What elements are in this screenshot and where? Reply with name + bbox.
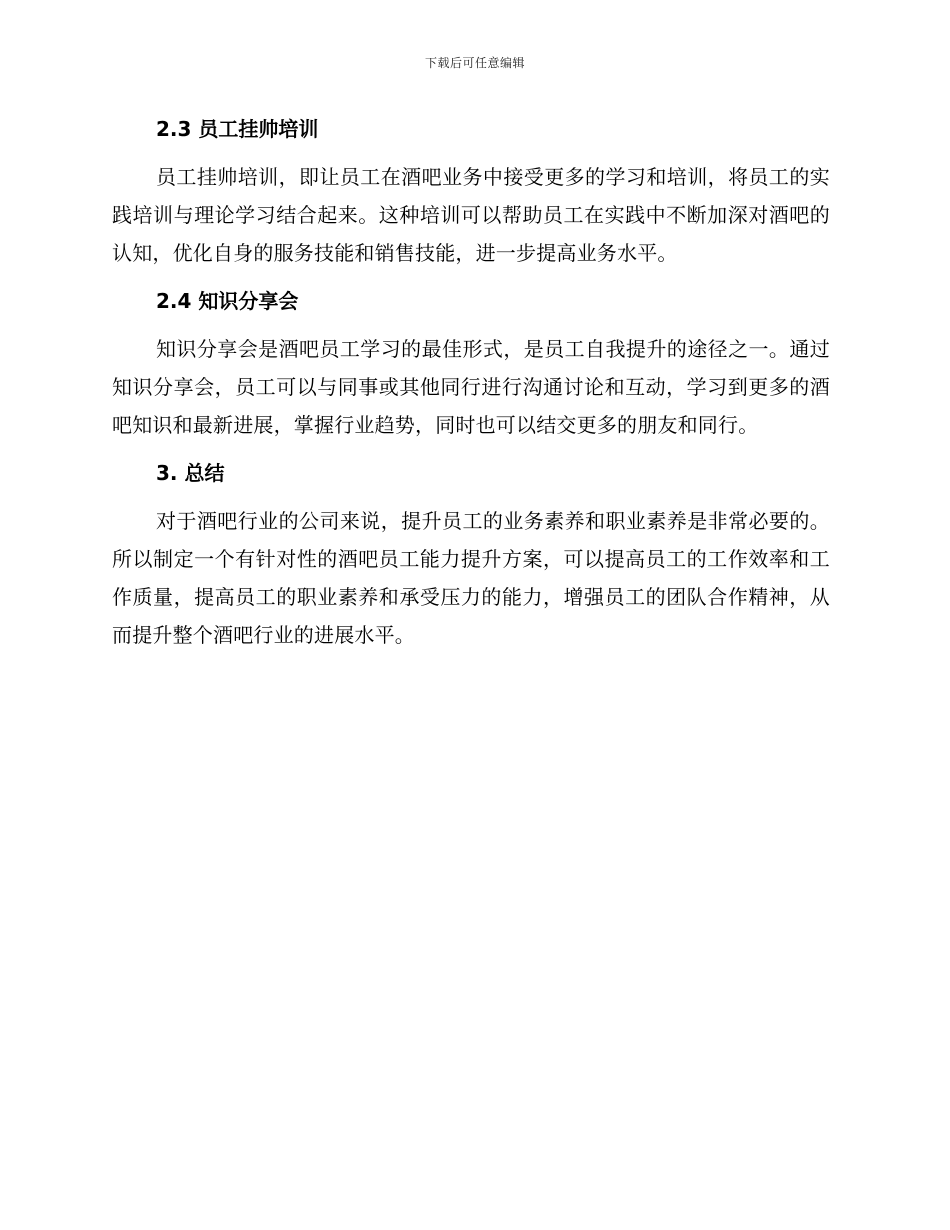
section-heading-3: 3. 总结	[156, 461, 225, 485]
section-paragraph-3: 对于酒吧行业的公司来说，提升员工的业务素养和职业素养是非常必要的。所以制定一个有针对性的酒吧员工能力提升方案，可以提高员工的工作效率和工作质量，提高员工的职业素养和承受压力的能力，增强员工的团队合作精神，从而提升整个酒吧行业的进展水平。	[112, 509, 830, 647]
section-heading-2-4: 2.4 知识分享会	[156, 289, 299, 313]
header-note: 下载后可任意编辑	[424, 56, 525, 70]
section-heading-2-3: 2.3 员工挂帅培训	[156, 117, 319, 141]
section-paragraph-2-3: 员工挂帅培训，即让员工在酒吧业务中接受更多的学习和培训，将员工的实践培训与理论学习结合起来。这种培训可以帮助员工在实践中不断加深对酒吧的认知，优化自身的服务技能和销售技能，进一步提高业务水平。	[112, 165, 830, 265]
section-paragraph-2-4: 知识分享会是酒吧员工学习的最佳形式，是员工自我提升的途径之一。通过知识分享会，员工可以与同事或其他同行进行沟通讨论和互动，学习到更多的酒吧知识和最新进展，掌握行业趋势，同时也可以结交更多的朋友和同行。	[112, 337, 830, 437]
document-body	[112, 112, 830, 666]
